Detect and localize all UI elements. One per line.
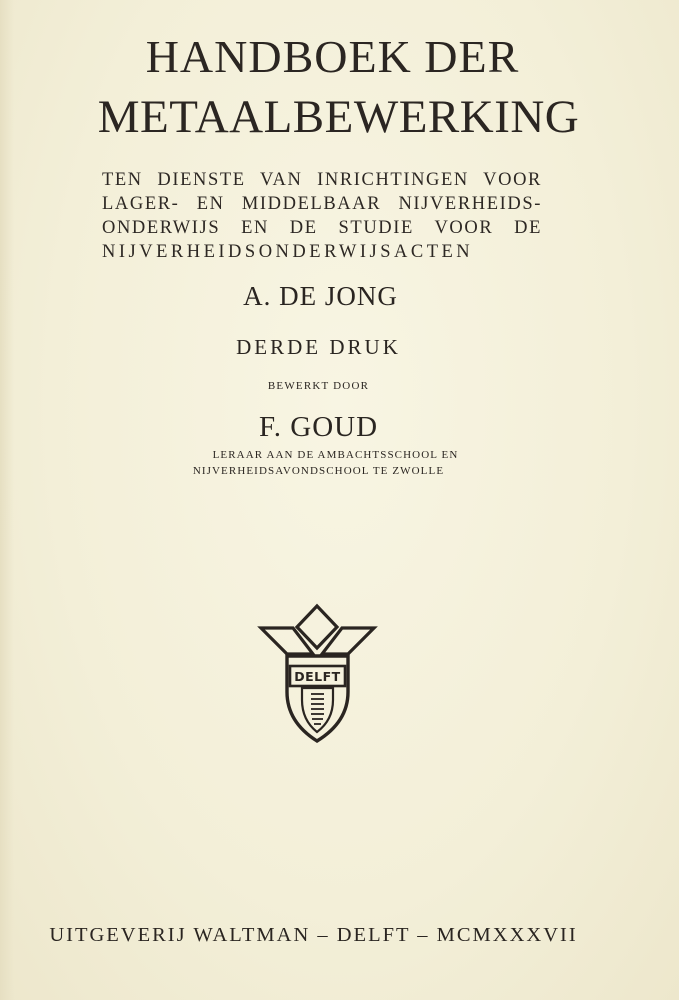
revised-by-label: BEWERKT DOOR bbox=[267, 380, 370, 392]
reviser-role-line-1: LERAAR AAN DE AMBACHTSSCHOOL EN bbox=[212, 449, 459, 461]
logo-label: DELFT bbox=[294, 669, 341, 684]
author-name: A. DE JONG bbox=[243, 281, 398, 311]
delft-shield-emblem-icon bbox=[255, 600, 380, 745]
edition-label: DERDE DRUK bbox=[236, 335, 401, 359]
publisher-imprint: UITGEVERIJ WALTMAN – DELFT – MCMXXXVII bbox=[49, 924, 578, 946]
subtitle-line-1: TEN DIENSTE VAN INRICHTINGEN VOOR bbox=[102, 170, 542, 190]
reviser-role-line-2: NIJVERHEIDSAVONDSCHOOL TE ZWOLLE bbox=[192, 465, 445, 477]
book-title-line-1: HANDBOEK DER bbox=[145, 31, 520, 82]
subtitle-line-3: ONDERWIJS EN DE STUDIE VOOR DE bbox=[102, 218, 542, 238]
page-edge-shadow bbox=[0, 0, 14, 1000]
subtitle-line-2: LAGER- EN MIDDELBAAR NIJVERHEIDS- bbox=[102, 194, 542, 214]
reviser-name: F. GOUD bbox=[258, 411, 379, 443]
book-title-line-2: METAALBEWERKING bbox=[97, 91, 580, 143]
subtitle-line-4: NIJVERHEIDSONDERWIJSACTEN bbox=[102, 242, 474, 262]
